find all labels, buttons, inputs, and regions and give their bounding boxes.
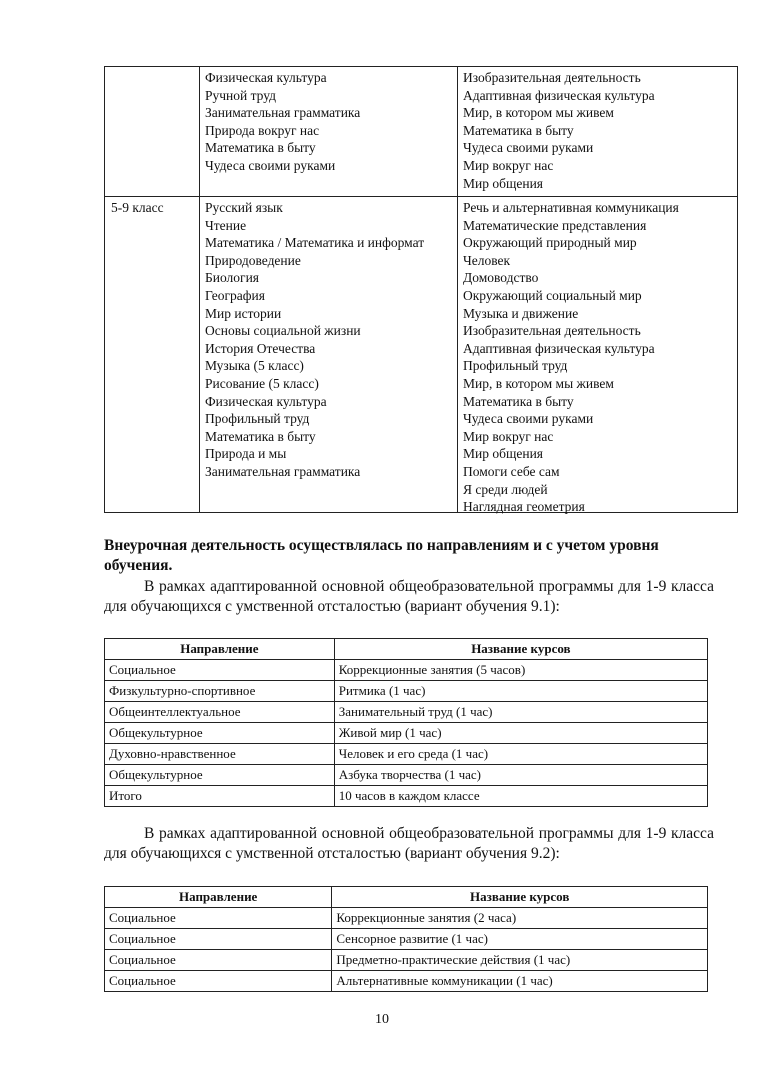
column-header-courses: Название курсов xyxy=(334,639,707,660)
subjects-table xyxy=(104,66,738,513)
subject-item: Наглядная геометрия xyxy=(463,499,585,515)
subject-item: Ручной труд xyxy=(205,87,277,103)
subject-item: Природоведение xyxy=(205,252,301,268)
subject-item: Чудеса своими руками xyxy=(205,157,336,173)
subject-item: Основы социальной жизни xyxy=(205,323,361,339)
direction-cell: Духовно-нравственное xyxy=(105,744,335,765)
column-header-direction: Направление xyxy=(105,887,332,908)
subject-item: Физическая культура xyxy=(205,70,327,85)
subject-item: Математика / Математика и информат xyxy=(205,235,425,251)
subject-item: Физическая культура xyxy=(205,393,327,409)
direction-cell: Общекультурное xyxy=(105,723,335,744)
table-row xyxy=(105,681,708,702)
course-cell: Сенсорное развитие (1 час) xyxy=(332,929,708,950)
subject-item: Мир, в котором мы живем xyxy=(463,105,614,121)
subject-item: Мир общения xyxy=(463,446,544,462)
subjects-row-5-9 xyxy=(105,197,737,513)
course-cell: Занимательный труд (1 час) xyxy=(334,702,707,723)
direction-cell: Социальное xyxy=(105,660,335,681)
subject-item: Мир, в котором мы живем xyxy=(463,375,614,391)
subject-item: Человек xyxy=(463,252,511,268)
table-row xyxy=(105,702,708,723)
subject-item: Мир истории xyxy=(205,305,282,321)
course-cell: Альтернативные коммуникации (1 час) xyxy=(332,971,708,992)
subject-item: Музыка (5 класс) xyxy=(205,358,304,374)
table-row xyxy=(105,786,708,807)
table-header-row xyxy=(105,639,708,660)
subjects-list-variant-1 xyxy=(205,199,455,481)
course-cell: Коррекционные занятия (5 часов) xyxy=(334,660,707,681)
subject-item: Математика в быту xyxy=(463,122,574,138)
subject-item: Речь и альтернативная коммуникация xyxy=(463,200,679,215)
course-cell: Живой мир (1 час) xyxy=(334,723,707,744)
course-cell: Азбука творчества (1 час) xyxy=(334,765,707,786)
subject-item: Математика в быту xyxy=(205,428,316,444)
subject-item: Изобразительная деятельность xyxy=(463,323,641,339)
subjects-row-previous xyxy=(105,67,737,197)
subject-item: Адаптивная физическая культура xyxy=(463,340,655,356)
table-row xyxy=(105,908,708,929)
subject-item: Занимательная грамматика xyxy=(205,105,361,121)
subject-item: Математические представления xyxy=(463,217,647,233)
courses-table-9-1 xyxy=(104,638,708,807)
direction-cell: Социальное xyxy=(105,929,332,950)
subject-item: Я среди людей xyxy=(463,481,548,497)
direction-cell: Физкультурно-спортивное xyxy=(105,681,335,702)
subject-item: Мир общения xyxy=(463,175,544,191)
table-row xyxy=(105,660,708,681)
direction-cell: Общеинтеллектуальное xyxy=(105,702,335,723)
subject-item: Изобразительная деятельность xyxy=(463,70,641,85)
page-number: 10 xyxy=(375,1012,389,1027)
subject-item: Профильный труд xyxy=(463,358,568,374)
course-cell: Человек и его среда (1 час) xyxy=(334,744,707,765)
direction-cell: Общекультурное xyxy=(105,765,335,786)
direction-cell: Социальное xyxy=(105,950,332,971)
course-cell: Ритмика (1 час) xyxy=(334,681,707,702)
subject-item: Чудеса своими руками xyxy=(463,411,594,427)
direction-cell: Социальное xyxy=(105,908,332,929)
subject-item: Мир вокруг нас xyxy=(463,428,554,444)
subject-item: Занимательная грамматика xyxy=(205,463,361,479)
subject-item: Окружающий социальный мир xyxy=(463,287,642,303)
subjects-list-variant-2 xyxy=(463,199,735,516)
subject-item: Математика в быту xyxy=(205,140,316,156)
direction-cell: Итого xyxy=(105,786,335,807)
subject-item: История Отечества xyxy=(205,340,316,356)
course-cell: Предметно-практические действия (1 час) xyxy=(332,950,708,971)
paragraph-variant-9-1: В рамках адаптированной основной общеобразовательной программы для 1-9 класса для обучающихся с умственной отсталостью (вариант обучения 9.1): xyxy=(104,578,714,615)
subject-item: Чтение xyxy=(205,217,247,233)
course-cell: 10 часов в каждом классе xyxy=(334,786,707,807)
course-cell: Коррекционные занятия (2 часа) xyxy=(332,908,708,929)
direction-cell: Социальное xyxy=(105,971,332,992)
table-row xyxy=(105,765,708,786)
subject-item: Окружающий природный мир xyxy=(463,235,637,251)
subject-item: Рисование (5 класс) xyxy=(205,375,319,391)
table-row xyxy=(105,744,708,765)
subject-item: Математика в быту xyxy=(463,393,574,409)
subject-item: География xyxy=(205,287,265,303)
table-row xyxy=(105,950,708,971)
subject-item: Домоводство xyxy=(463,270,539,286)
courses-table-9-2 xyxy=(104,886,708,992)
subject-item: Мир вокруг нас xyxy=(463,157,554,173)
table-row xyxy=(105,971,708,992)
subjects-list-variant-2 xyxy=(463,69,735,192)
subject-item: Профильный труд xyxy=(205,411,310,427)
subject-item: Помоги себе сам xyxy=(463,463,560,479)
subject-item: Природа вокруг нас xyxy=(205,122,320,138)
table-header-row xyxy=(105,887,708,908)
subject-item: Биология xyxy=(205,270,260,286)
column-header-direction: Направление xyxy=(105,639,335,660)
subject-item: Адаптивная физическая культура xyxy=(463,87,655,103)
section-heading: Внеурочная деятельность осуществлялась по направлениям и с учетом уровня обучения. xyxy=(104,537,659,574)
table-row xyxy=(105,929,708,950)
paragraph-variant-9-2: В рамках адаптированной основной общеобразовательной программы для 1-9 класса для обучающихся с умственной отсталостью (вариант обучения 9.2): xyxy=(104,825,714,862)
subject-item: Музыка и движение xyxy=(463,305,579,321)
grade-cell: 5-9 класс xyxy=(111,200,164,215)
subjects-list-variant-1 xyxy=(205,69,455,175)
subject-item: Чудеса своими руками xyxy=(463,140,594,156)
subject-item: Природа и мы xyxy=(205,446,287,462)
table-row xyxy=(105,723,708,744)
subject-item: Русский язык xyxy=(205,200,283,215)
column-header-courses: Название курсов xyxy=(332,887,708,908)
